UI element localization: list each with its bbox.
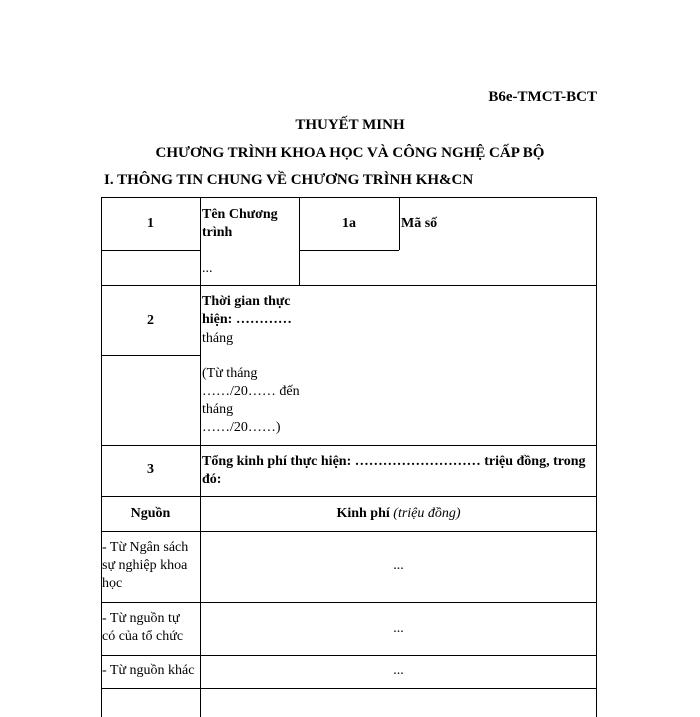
row-border [101, 688, 597, 689]
row-border [101, 496, 597, 497]
duration-label: Thời gian thực [202, 294, 291, 309]
cell-border [101, 250, 200, 251]
row-number: 1 [147, 216, 154, 231]
total-budget-label: Tổng kinh phí thực hiện: ……………………… triệu đồng, trong [202, 454, 586, 469]
duration-range: tháng [202, 402, 234, 417]
row-border [101, 531, 597, 532]
row-number: 3 [147, 462, 154, 477]
source-amount: ... [393, 621, 404, 636]
row-number: 1a [342, 216, 356, 231]
duration-unit: tháng [202, 331, 234, 346]
source-label: - Từ nguồn khác [102, 663, 195, 678]
source-header: Nguồn [130, 506, 171, 521]
source-label: có của tổ chức [102, 629, 184, 644]
source-label: học [102, 576, 123, 591]
funding-header-unit: (triệu đồng) [393, 506, 461, 521]
col-divider [200, 197, 201, 717]
row-border [101, 285, 597, 286]
source-label: - Từ nguồn tự [102, 611, 180, 626]
duration-range: ……/20…… đến [202, 384, 300, 399]
source-amount: ... [393, 558, 404, 573]
source-label: - Từ Ngân sách [102, 540, 189, 555]
source-label: sự nghiệp khoa [102, 558, 188, 573]
col-divider [399, 197, 400, 250]
doc-subtitle: CHƯƠNG TRÌNH KHOA HỌC VÀ CÔNG NGHỆ CẤP BỘ [155, 145, 545, 161]
duration-range: ……/20……) [202, 420, 281, 435]
row-border [101, 655, 597, 656]
row-border [101, 445, 597, 446]
program-name-value: ... [202, 261, 213, 276]
funding-header [200, 505, 597, 523]
duration-range: (Từ tháng [202, 366, 258, 381]
cell-border [299, 250, 399, 251]
section-heading: I. THÔNG TIN CHUNG VỀ CHƯƠNG TRÌNH KH&CN [104, 172, 474, 188]
total-budget-label: đó: [202, 472, 222, 487]
form-code: B6e-TMCT-BCT [488, 89, 597, 105]
doc-title: THUYẾT MINH [295, 117, 405, 133]
source-amount: ... [393, 663, 404, 678]
duration-label: hiện: ………… [202, 312, 292, 327]
cell-border [101, 355, 200, 356]
funding-header-label: Kinh phí [336, 506, 390, 521]
program-code-label: Mã số [401, 216, 438, 231]
col-divider [299, 197, 300, 285]
program-name-label: Tên Chương [202, 207, 278, 222]
program-name-label: trình [202, 225, 233, 240]
row-border [101, 602, 597, 603]
row-number: 2 [147, 313, 154, 328]
